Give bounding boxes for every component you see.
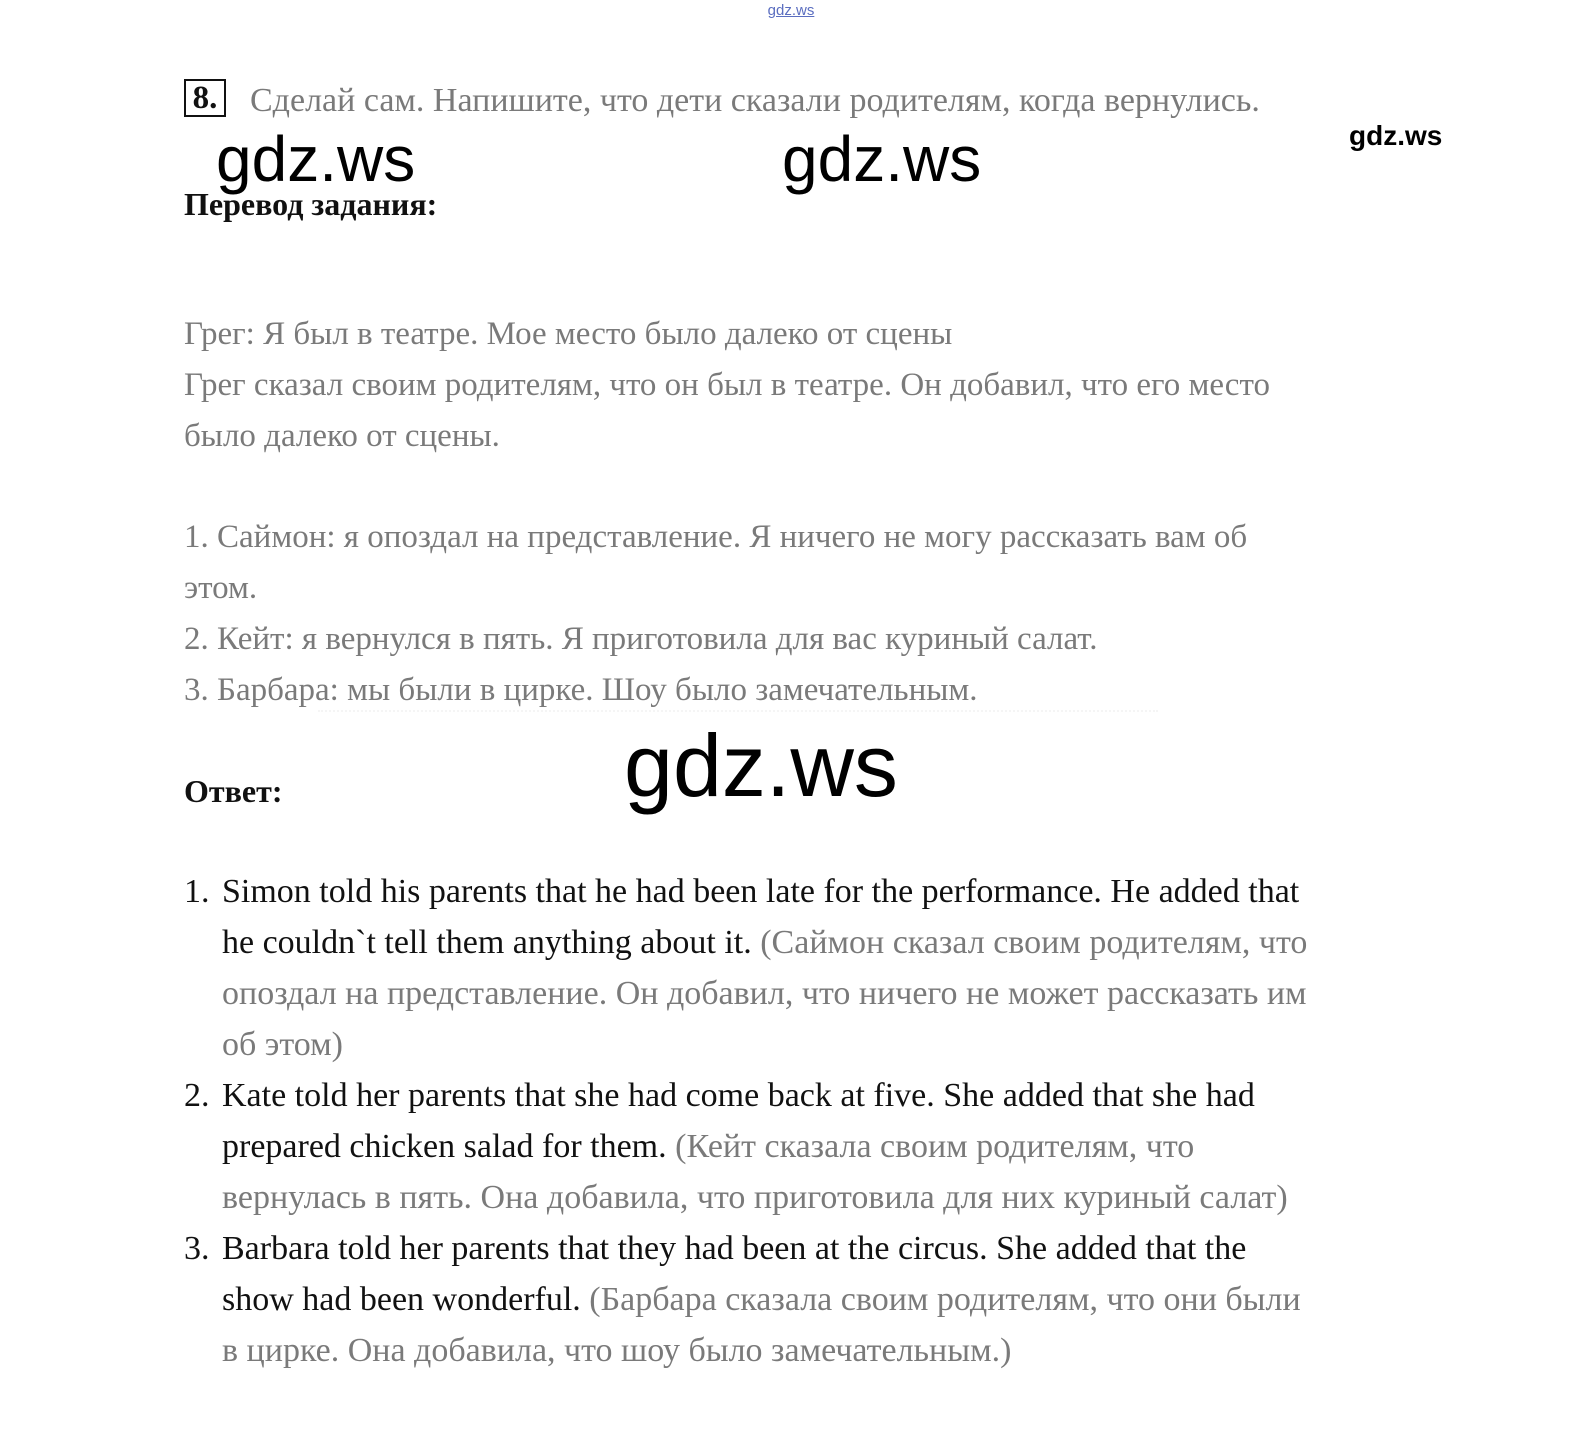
task-title: Сделай сам. Напишите, что дети сказали родителям, когда вернулись. — [250, 82, 1260, 119]
answer-translation: опоздал на представление. Он добавил, что ничего не может рассказать им — [222, 975, 1307, 1012]
answer-translation: (Барбара сказала своим родителям, что они были — [580, 1281, 1301, 1318]
answer-english: prepared chicken salad for them. — [222, 1128, 667, 1165]
answer-item — [184, 1223, 1504, 1376]
answer-line — [222, 917, 1504, 968]
item-line: 2. Кейт: я вернулся в пять. Я приготовила для вас куриный салат. — [184, 621, 1098, 657]
answer-english: he couldn`t tell them anything about it. — [222, 924, 752, 961]
answer-number: 1. — [184, 873, 210, 910]
answer-line — [222, 1274, 1504, 1325]
item-line: 1. Саймон: я опоздал на представление. Я ничего не могу рассказать вам об — [184, 519, 1248, 555]
answer-line — [222, 866, 1504, 917]
answer-line — [222, 1070, 1504, 1121]
translation-heading: Перевод задания: — [184, 186, 438, 222]
answer-translation: (Кейт сказала своим родителям, что — [666, 1128, 1195, 1165]
task-number: 8. — [184, 79, 226, 117]
answer-english: show had been wonderful. — [222, 1281, 581, 1318]
answer-line — [222, 1223, 1504, 1274]
answer-translation: вернулась в пять. Она добавила, что приготовила для них куриный салат) — [222, 1179, 1288, 1216]
answer-translation: в цирке. Она добавила, что шоу было замечательным.) — [222, 1332, 1012, 1369]
watermark-small-right: gdz.ws — [1349, 120, 1443, 151]
answer-english: Simon told his parents that he had been late for the performance. He added that — [222, 873, 1300, 910]
scan-artifact — [318, 640, 1158, 712]
example-line: Грег сказал своим родителям, что он был в театре. Он добавил, что его место — [184, 367, 1270, 403]
watermark-top[interactable]: gdz.ws — [767, 2, 815, 19]
answer-translation: об этом) — [222, 1026, 343, 1063]
answer-english: Kate told her parents that she had come back at five. She added that she had — [222, 1077, 1255, 1114]
answer-english: Barbara told her parents that they had been at the circus. She added that the — [222, 1230, 1247, 1267]
example-block — [184, 309, 1484, 462]
answer-line — [222, 1121, 1504, 1172]
example-line: Грег: Я был в театре. Мое место было далеко от сцены — [184, 316, 953, 352]
watermark-center-big: gdz.ws — [624, 716, 898, 815]
item-line: этом. — [184, 570, 258, 606]
answers-list — [184, 866, 1504, 1376]
item-line: 3. Барбара: мы были в цирке. Шоу было замечательным. — [184, 672, 978, 708]
answer-number: 2. — [184, 1077, 210, 1114]
answer-item — [184, 866, 1504, 1070]
answer-number: 3. — [184, 1230, 210, 1267]
answer-item — [184, 1070, 1504, 1223]
watermark-large-left: gdz.ws — [216, 123, 416, 195]
example-line: было далеко от сцены. — [184, 418, 500, 454]
answer-heading: Ответ: — [184, 773, 283, 809]
answer-translation: (Саймон сказал своим родителям, что — [751, 924, 1308, 961]
watermark-large-center: gdz.ws — [782, 123, 982, 195]
